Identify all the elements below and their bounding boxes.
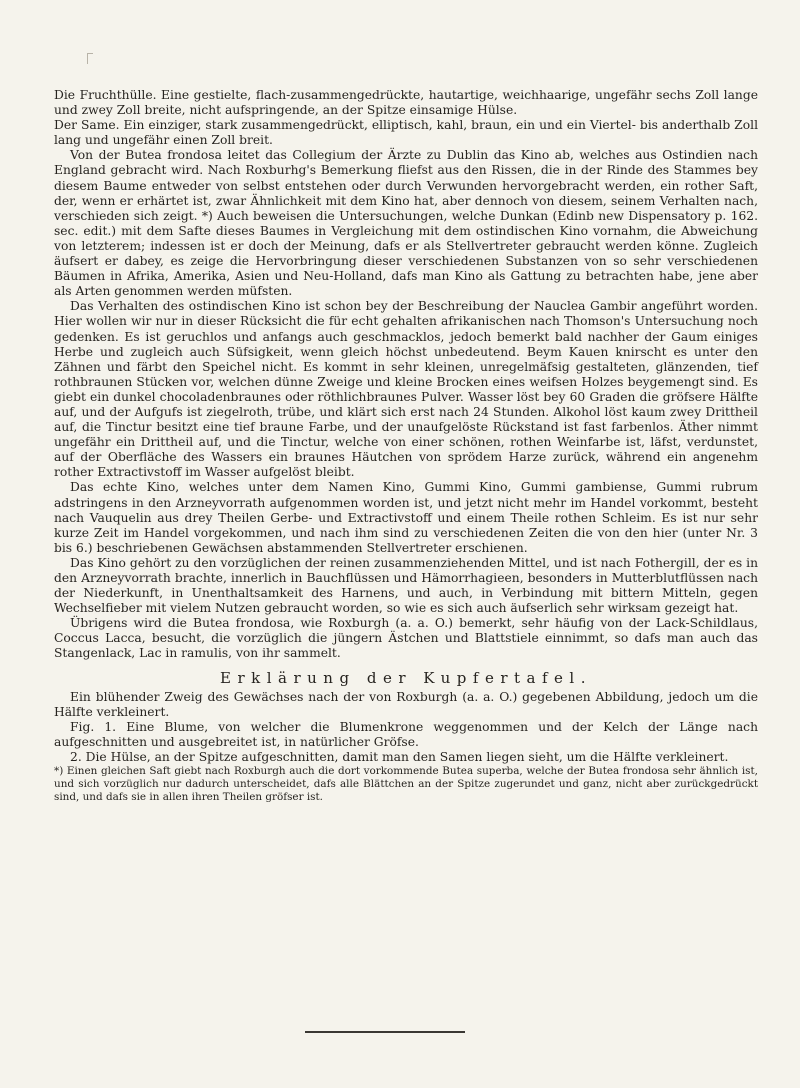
paragraph-echtes-kino: Das echte Kino, welches unter dem Namen Kino, Gummi Kino, Gummi gambiense, Gummi rubrum adstringens in den Arzneyvorrath aufgenommen worden ist, und jetzt nicht mehr im Handel vorkommt, besteht nach Vauquelin aus drey Theilen Gerbe- und Extractivstoff und einem Theile rothen Schleim. Es ist nur sehr kurze Zeit im Handel vorgekommen, und nach ihm sind zu verschiedenen Zeiten die von den hier (unter Nr. 3 bis 6.) beschriebenen Gewächsen abstammenden Stellvertreter erschienen. xyxy=(54,480,758,555)
section-heading: Erklärung der Kupfertafel. xyxy=(220,668,592,687)
paragraph-fruchthuelle: Die Fruchthülle. Eine gestielte, flach-zusammengedrückte, hautartige, weichhaarige, ungefähr sechs Zoll lange und zwey Zoll breite, nicht aufspringende, an der Spitze einsamige Hülse. xyxy=(54,88,758,118)
paragraph-same: Der Same. Ein einziger, stark zusammengedrückt, elliptisch, kahl, braun, ein und ein Viertel- bis anderthalb Zoll lang und ungefähr einen Zoll breit. xyxy=(54,118,758,148)
paragraph-verhalten: Das Verhalten des ostindischen Kino ist schon bey der Beschreibung der Nauclea Gambir angeführt worden. Hier wollen wir nur in dieser Rücksicht die für echt gehalten afrikanischen nach Thomson's Untersuchung noch gedenken. Es ist geruchlos und anfangs auch geschmacklos, jedoch bemerkt bald nachher der Gaum einiges Herbe und zugleich auch Süfsigkeit, wenn gleich höchst unbedeutend. Beym Kauen knirscht es unter den Zähnen und färbt den Speichel nicht. Es kommt in sehr kleinen, unregelmäfsig gestalteten, glänzenden, tief rothbraunen Stücken vor, welchen dünne Zweige und kleine Brocken eines weifsen Holzes beygemengt sind. Es giebt ein dunkel chocoladenbraunes oder röthlichbraunes Pulver. Wasser löst bey 60 Graden die gröfsere Hälfte auf, und der Aufgufs ist ziegelroth, trübe, und klärt sich erst nach 24 Stunden. Alkohol löst kaum zwey Drittheil auf, die Tinctur besitzt eine tief braune Farbe, und der unaufgelöste Rückstand ist fast farbenlos. Äther nimmt ungefähr ein Drittheil auf, und die Tinctur, welche von einer schönen, rothen Weinfarbe ist, läfst, verdunstet, auf der Oberfläche des Wassers ein braunes Häutchen von sprödem Harze zurück, während ein angenehm rother Extractivstoff im Wasser aufgelöst bleibt. xyxy=(54,299,758,480)
paragraph-butea-kino: Von der Butea frondosa leitet das Collegium der Ärzte zu Dublin das Kino ab, welches aus Ostindien nach England gebracht wird. Nach Roxburhg's Bemerkung fliefst aus den Rissen, die in der Rinde des Stammes bey diesem Baume entweder von selbst entstehen oder durch Verwunden hervorgebracht werden, ein rother Saft, der, wenn er erhärtet ist, zwar Ähnlichkeit mit dem Kino hat, aber dennoch von diesem, seinem Verhalten nach, verschieden sich zeigt. *) Auch beweisen die Untersuchungen, welche Dunkan (Edinb new Dispensatory p. 162. sec. edit.) mit dem Safte dieses Baumes in Vergleichung mit dem ostindischen Kino vornahm, die Abweichung von letzterem; indessen ist er doch der Meinung, dafs er als Stellvertreter gebraucht werden könne. Zugleich äufsert er dabey, es zeige die Hervorbringung dieser verschiedenen Substanzen von so sehr verschiedenen Bäumen in Afrika, Amerika, Asien und Neu-Holland, dafs man Kino als Gattung zu betrachten habe, jene aber als Arten genommen werden müfsten. xyxy=(54,148,758,299)
figure-caption-2: 2. Die Hülse, an der Spitze aufgeschnitten, damit man den Samen liegen sieht, um die Hälfte verkleinert. xyxy=(70,749,729,764)
paragraph-lack-schildlaus: Übrigens wird die Butea frondosa, wie Roxburgh (a. a. O.) bemerkt, sehr häufig von der Lack-Schildlaus, Coccus Lacca, besucht, die vorzüglich die jüngern Ästchen und Blattstiele einnimmt, so dafs man auch das Stangenlack, Lac in ramulis, von ihr sammelt. xyxy=(54,616,758,661)
document-page xyxy=(54,88,758,803)
paragraph-abbildung: Ein blühender Zweig des Gewächses nach der von Roxburgh (a. a. O.) gegebenen Abbildung, jedoch um die Hälfte verkleinert. xyxy=(54,689,758,719)
footnote: *) Einen gleichen Saft giebt nach Roxburgh auch die dort vorkommende Butea superba, welche der Butea frondosa sehr ähnlich ist, und sich vorzüglich nur dadurch unterscheidet, dafs alle Blättchen an der Spitze zugerundet und ganz, nicht aber zurückgedrückt sind, und dafs sie in allen ihren Theilen gröfser ist. xyxy=(54,765,758,803)
page-corner-mark xyxy=(87,53,93,64)
bottom-rule xyxy=(305,1031,465,1033)
paragraph-heilwirkung: Das Kino gehört zu den vorzüglichen der reinen zusammenziehenden Mittel, und ist nach Fothergill, der es in den Arzneyvorrath brachte, innerlich in Bauchflüssen und Hämorrhagieen, besonders in Mutterblutflüssen nach der Niederkunft, in Unenthaltsamkeit des Harnens, und auch, in Verbindung mit bittern Mitteln, gegen Wechselfieber mit vielem Nutzen gebraucht worden, so wie es sich auch äufserlich sehr wirksam gezeigt hat. xyxy=(54,555,758,616)
figure-caption-1: Fig. 1. Eine Blume, von welcher die Blumenkrone weggenommen und der Kelch der Länge nach aufgeschnitten und ausgebreitet ist, in natürlicher Gröfse. xyxy=(54,719,758,749)
